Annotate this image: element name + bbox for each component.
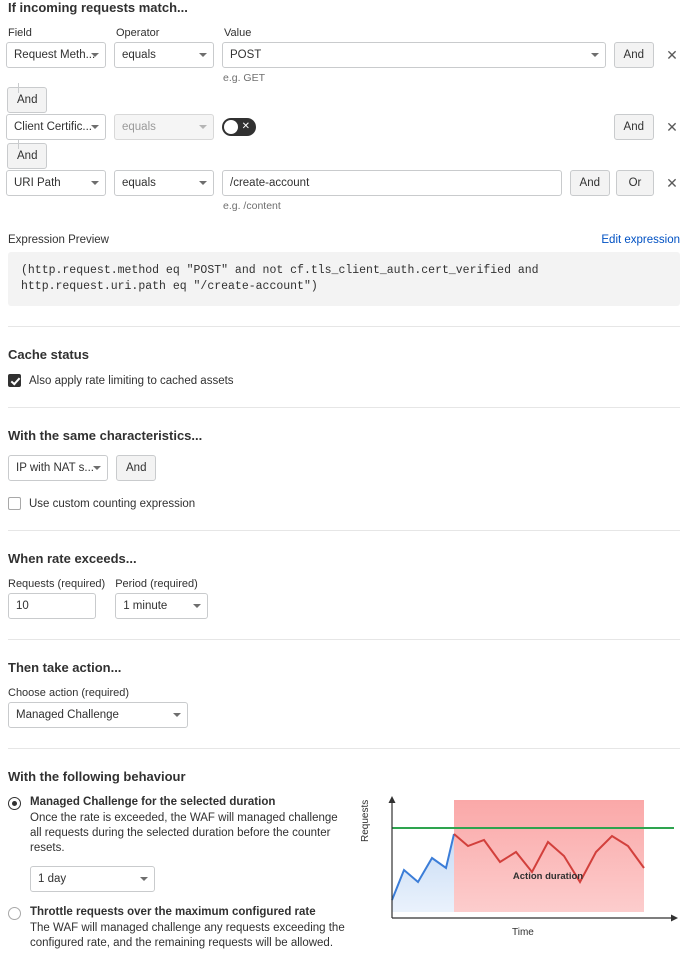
behaviour-option-0-body — [30, 796, 348, 892]
field-select-1[interactable] — [6, 114, 106, 140]
edit-expression-link[interactable]: Edit expression — [601, 234, 680, 246]
expression-preview-text: (http.request.method eq "POST" and not cf.tls_client_auth.cert_verified and http.request.uri.path eq "/create-account") — [8, 252, 680, 306]
action-duration-label: Action duration — [512, 871, 584, 882]
cache-checkbox-row[interactable] — [8, 374, 682, 387]
behaviour-title: With the following behaviour — [8, 769, 186, 784]
x-axis-arrow — [671, 915, 678, 922]
action-select-value: Managed Challenge — [16, 709, 119, 721]
value-hint-0: e.g. GET — [223, 72, 266, 84]
chevron-down-icon — [140, 877, 148, 881]
field-select-2-value: URI Path — [14, 177, 61, 189]
rate-row — [8, 578, 682, 619]
custom-counting-checkbox[interactable] — [8, 497, 21, 510]
requests-label: Requests (required) — [8, 578, 106, 590]
close-icon: ✕ — [241, 121, 250, 132]
divider — [8, 407, 680, 408]
field-select-1-value: Client Certific... — [14, 121, 92, 133]
chevron-down-icon — [91, 181, 99, 185]
and-button-0[interactable]: And — [614, 42, 654, 68]
chart-x-axis-label: Time — [512, 927, 534, 938]
behaviour-radio-1[interactable] — [8, 907, 21, 920]
expression-preview-label: Expression Preview — [8, 234, 109, 246]
remove-row-icon[interactable]: ✕ — [666, 174, 678, 191]
rate-title: When rate exceeds... — [8, 551, 137, 566]
chevron-down-icon — [91, 125, 99, 129]
field-select-0-value: Request Meth... — [14, 49, 96, 61]
or-button-2[interactable]: Or — [616, 170, 654, 196]
characteristics-title: With the same characteristics... — [8, 428, 203, 443]
operator-select-0[interactable] — [114, 42, 214, 68]
column-headers — [8, 27, 682, 39]
chart-y-axis-label: Requests — [360, 799, 371, 842]
period-select-value: 1 minute — [123, 600, 168, 612]
divider — [8, 639, 680, 640]
value-input-2[interactable] — [222, 170, 562, 196]
chevron-down-icon — [199, 125, 207, 129]
operator-select-0-value: equals — [122, 49, 156, 61]
value-column-header: Value — [224, 27, 252, 39]
divider — [8, 530, 680, 531]
duration-select-value: 1 day — [38, 873, 67, 885]
behaviour-body — [6, 796, 682, 955]
period-group — [115, 578, 208, 619]
characteristic-select-value: IP with NAT s... — [16, 462, 94, 474]
divider — [8, 748, 680, 749]
field-select-2[interactable] — [6, 170, 106, 196]
behaviour-option-0-description: Once the rate is exceeded, the WAF will managed challenge all requests during the selected duration before the counter resets. — [30, 812, 338, 854]
requests-input[interactable] — [8, 593, 96, 619]
operator-select-2-value: equals — [122, 177, 156, 189]
expression-preview-header — [8, 234, 680, 246]
field-select-0[interactable] — [6, 42, 106, 68]
action-select[interactable] — [8, 702, 188, 728]
behaviour-options — [6, 796, 354, 955]
connector-line — [18, 139, 19, 149]
remove-row-icon[interactable]: ✕ — [666, 118, 678, 135]
chevron-down-icon — [591, 53, 599, 57]
custom-counting-row[interactable] — [8, 497, 682, 510]
chevron-down-icon — [91, 53, 99, 57]
rule-row — [6, 42, 682, 84]
divider — [8, 326, 680, 327]
and-button-2[interactable]: And — [570, 170, 610, 196]
custom-counting-label: Use custom counting expression — [29, 497, 196, 510]
rule-row — [6, 170, 682, 212]
chevron-down-icon — [173, 713, 181, 717]
choose-action-label: Choose action (required) — [8, 687, 130, 699]
rule-row — [6, 114, 682, 140]
chevron-down-icon — [93, 466, 101, 470]
requests-group — [8, 578, 105, 619]
cert-verified-toggle[interactable] — [222, 118, 256, 136]
behaviour-option-1[interactable] — [8, 906, 354, 951]
behaviour-option-1-description: The WAF will managed challenge any requests exceeding the configured rate, and the remaining requests will be allowed. — [30, 922, 345, 949]
remove-row-icon[interactable]: ✕ — [666, 46, 678, 63]
value-select-0-value: POST — [230, 49, 262, 61]
action-title: Then take action... — [8, 660, 122, 675]
connector-and-button-0[interactable]: And — [7, 87, 47, 113]
toggle-knob — [224, 120, 238, 134]
cache-status-title: Cache status — [8, 347, 89, 362]
value-cell-1 — [222, 114, 606, 139]
action-duration-zone — [454, 800, 644, 912]
match-section-title: If incoming requests match... — [8, 0, 188, 15]
duration-select[interactable] — [30, 866, 155, 892]
period-select[interactable] — [115, 593, 208, 619]
operator-column-header: Operator — [116, 27, 160, 39]
characteristics-row — [8, 455, 682, 481]
chevron-down-icon — [193, 604, 201, 608]
and-button-1[interactable]: And — [614, 114, 654, 140]
operator-select-1-value: equals — [122, 121, 156, 133]
period-label: Period (required) — [115, 578, 198, 590]
field-column-header: Field — [8, 27, 32, 39]
connector-0 — [6, 87, 682, 111]
operator-select-2[interactable] — [114, 170, 214, 196]
chevron-down-icon — [199, 181, 207, 185]
cache-checkbox[interactable] — [8, 374, 21, 387]
chevron-down-icon — [199, 53, 207, 57]
characteristic-select[interactable] — [8, 455, 108, 481]
behaviour-option-0-title: Managed Challenge for the selected duration — [30, 796, 276, 808]
operator-select-1 — [114, 114, 214, 140]
value-select-0[interactable] — [222, 42, 606, 68]
connector-1 — [6, 143, 682, 167]
y-axis-arrow — [389, 796, 396, 803]
behaviour-option-0[interactable] — [8, 796, 354, 892]
behaviour-radio-0[interactable] — [8, 797, 21, 810]
behaviour-option-1-title: Throttle requests over the maximum configured rate — [30, 906, 316, 918]
value-hint-2: e.g. /content — [223, 200, 281, 212]
cache-checkbox-label: Also apply rate limiting to cached assets — [29, 374, 234, 387]
value-cell-0 — [222, 42, 606, 84]
value-cell-2 — [222, 170, 562, 212]
connector-line — [18, 83, 19, 93]
characteristics-and-button[interactable]: And — [116, 455, 156, 481]
behaviour-chart — [362, 796, 682, 936]
connector-and-button-1[interactable]: And — [7, 143, 47, 169]
behaviour-option-1-body — [30, 906, 348, 951]
rate-limit-chart-svg — [362, 796, 682, 936]
